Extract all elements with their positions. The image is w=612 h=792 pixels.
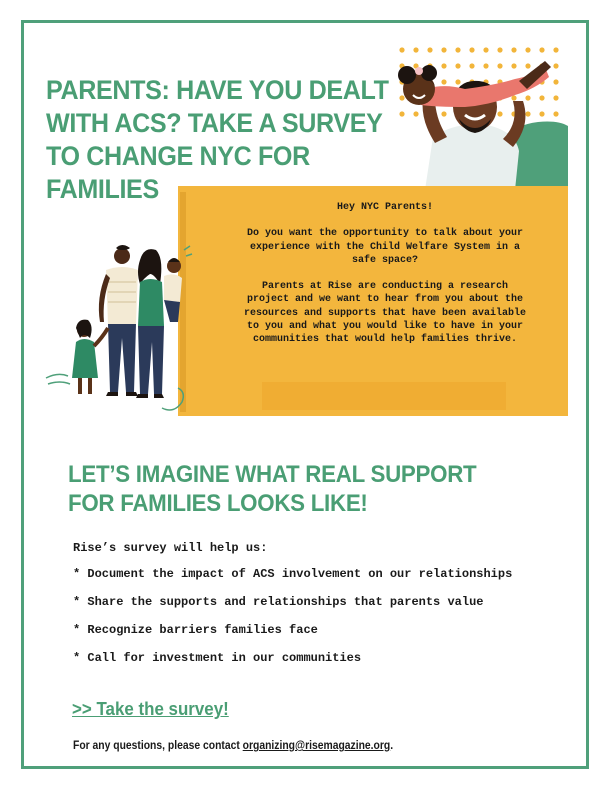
bullet-item: * Call for investment in our communities xyxy=(73,651,362,665)
father-lifting-child-illustration xyxy=(395,55,565,190)
survey-intro: Rise’s survey will help us: xyxy=(73,541,268,555)
survey-bullet-list xyxy=(73,566,543,678)
headline: PARENTS: HAVE YOU DEALT WITH ACS? TAKE A SURVEY TO CHANGE NYC FOR FAMILIES xyxy=(46,75,389,204)
bullet-item: * Share the supports and relationships that parents value xyxy=(73,595,484,609)
take-survey-link[interactable]: >> Take the survey! xyxy=(72,699,229,719)
contact-prefix: For any questions, please contact xyxy=(73,740,243,752)
subheadline: LET’S IMAGINE WHAT REAL SUPPORT FOR FAMILIES LOOKS LIKE! xyxy=(68,461,477,517)
contact-email-link[interactable]: organizing@risemagazine.org xyxy=(242,740,391,752)
message-text: Hey NYC Parents! Do you want the opportunity to talk about your experience with the Child Welfare System in a safe space? Parents at Rise are conducting a research project and we want to hear from you about the resources and supports that have been available to you and what you would like to have in your communities that would help families thrive. xyxy=(243,202,527,346)
box-shade xyxy=(262,382,506,410)
family-of-four-illustration xyxy=(44,238,194,420)
message-box xyxy=(178,186,568,416)
bullet-item: * Document the impact of ACS involvement on our relationships xyxy=(73,567,513,581)
contact-line xyxy=(73,740,393,752)
contact-suffix: . xyxy=(390,740,394,752)
bullet-item: * Recognize barriers families face xyxy=(73,623,318,637)
